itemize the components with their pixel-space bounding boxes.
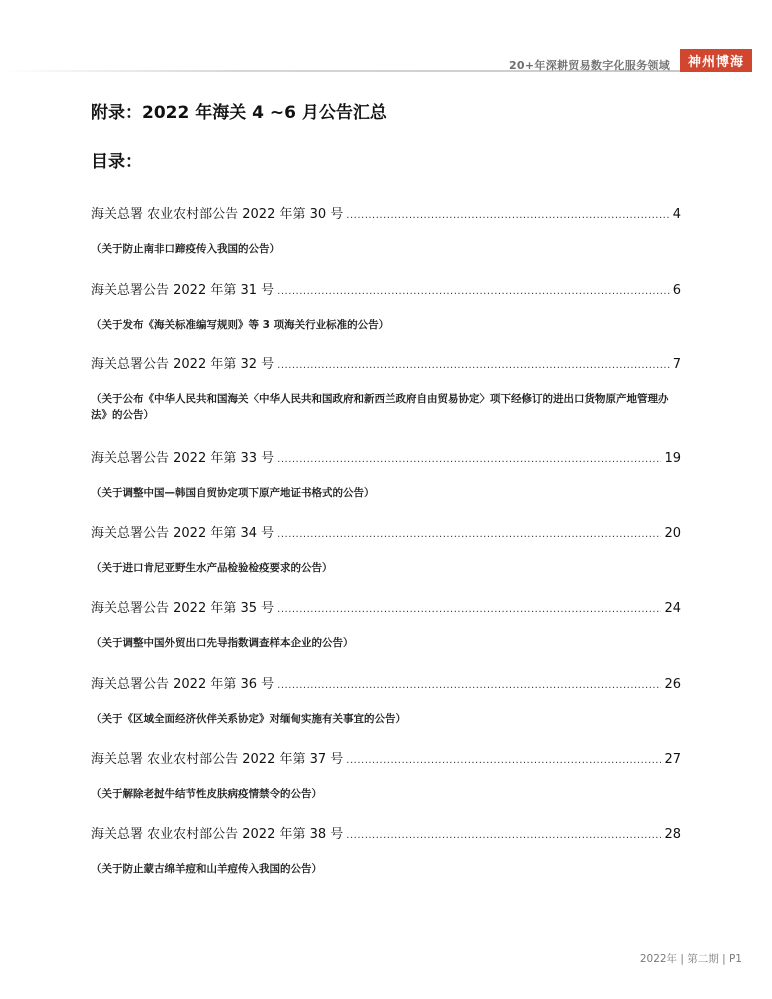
toc-entry-page: 4 — [672, 207, 681, 222]
toc-entry[interactable] — [91, 356, 681, 423]
toc-entry-page: 6 — [672, 283, 681, 298]
toc-entry[interactable] — [91, 676, 681, 727]
toc-leader-dots — [346, 827, 661, 845]
toc-entry[interactable] — [91, 450, 681, 501]
toc-entry-description: （关于调整中国外贸出口先导指数调查样本企业的公告） — [91, 637, 354, 649]
toc-entry-description: （关于解除老挝牛结节性皮肤病疫情禁令的公告） — [91, 788, 322, 800]
toc-entry-description: （关于防止蒙古绵羊痘和山羊痘传入我国的公告） — [91, 863, 322, 875]
toc-entry-title[interactable]: 海关总署公告 2022 年第 33 号 — [91, 451, 275, 466]
toc-entry-page: 28 — [664, 827, 681, 842]
toc-leader-dots — [277, 526, 661, 544]
toc-entry-page: 7 — [672, 357, 681, 372]
toc-entry[interactable] — [91, 751, 681, 802]
toc-entry-page: 24 — [664, 601, 681, 616]
brand-logo: 神州博海 — [680, 49, 752, 72]
toc-entry-description: （关于防止南非口蹄疫传入我国的公告） — [91, 243, 280, 255]
toc-entry-title[interactable]: 海关总署公告 2022 年第 34 号 — [91, 526, 275, 541]
toc-entry-description: （关于进口肯尼亚野生水产品检验检疫要求的公告） — [91, 562, 333, 574]
header-tagline: 20+年深耕贸易数字化服务领域 — [508, 59, 670, 72]
toc-entry-title[interactable]: 海关总署 农业农村部公告 2022 年第 37 号 — [91, 752, 344, 767]
toc-entry[interactable] — [91, 206, 681, 257]
toc-entry[interactable] — [91, 600, 681, 651]
toc-title: 目录： — [91, 152, 142, 172]
toc-entry-title[interactable]: 海关总署 农业农村部公告 2022 年第 38 号 — [91, 827, 344, 842]
page-footer: 2022年 | 第二期 | P1 — [639, 953, 742, 965]
toc-leader-dots — [277, 677, 661, 695]
toc-entry-page: 27 — [664, 752, 681, 767]
toc-entry-page: 19 — [664, 451, 681, 466]
toc-entry[interactable] — [91, 525, 681, 576]
toc-entry-description: （关于《区域全面经济伙伴关系协定》对缅甸实施有关事宜的公告） — [91, 713, 406, 725]
toc-leader-dots — [346, 207, 669, 225]
toc-entry-page: 20 — [664, 526, 681, 541]
toc-entry[interactable] — [91, 826, 681, 877]
toc-entry-title[interactable]: 海关总署公告 2022 年第 36 号 — [91, 677, 275, 692]
toc-leader-dots — [277, 451, 661, 469]
toc-entry-page: 26 — [664, 677, 681, 692]
toc-leader-dots — [346, 752, 661, 770]
toc-entry-title[interactable]: 海关总署公告 2022 年第 35 号 — [91, 601, 275, 616]
toc-entry-title[interactable]: 海关总署公告 2022 年第 31 号 — [91, 283, 275, 298]
toc-entry-title[interactable]: 海关总署公告 2022 年第 32 号 — [91, 357, 275, 372]
toc-entry-title[interactable]: 海关总署 农业农村部公告 2022 年第 30 号 — [91, 207, 344, 222]
toc-entry-description: （关于发布《海关标准编写规则》等 3 项海关行业标准的公告） — [91, 319, 390, 331]
toc-entry-description: （关于公布《中华人民共和国海关〈中华人民共和国政府和新西兰政府自由贸易协定〉项下经修订的进出口货物原产地管理办法》的公告） — [91, 393, 669, 421]
toc-leader-dots — [277, 357, 670, 375]
appendix-title: 附录：2022 年海关 4 ~6 月公告汇总 — [91, 103, 387, 123]
toc-entry-description: （关于调整中国—韩国自贸协定项下原产地证书格式的公告） — [91, 487, 375, 499]
toc-leader-dots — [277, 283, 670, 301]
toc-entry[interactable] — [91, 282, 681, 333]
toc-leader-dots — [277, 601, 661, 619]
